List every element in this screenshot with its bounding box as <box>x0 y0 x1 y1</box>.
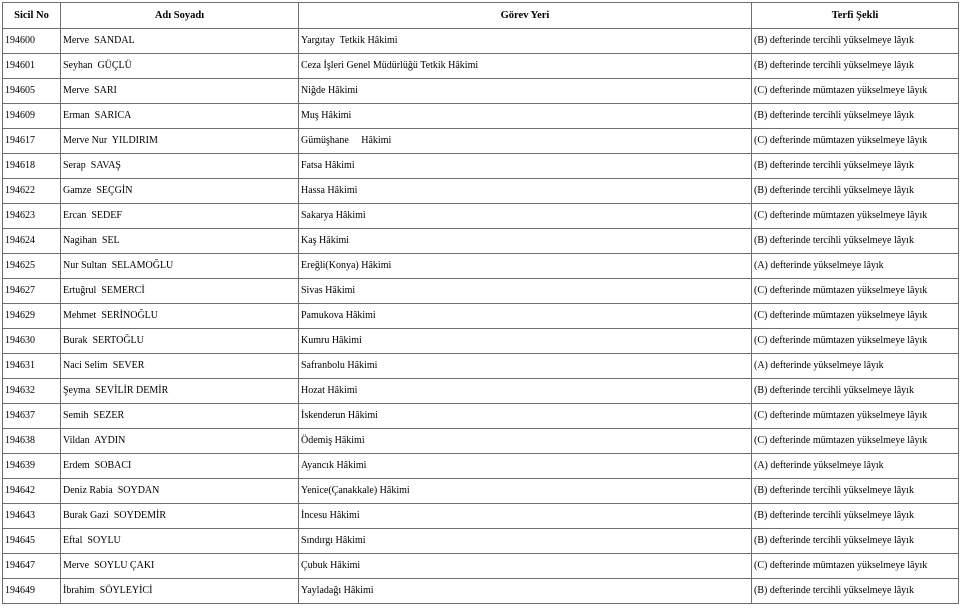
cell-gorev-yeri: Yenice(Çanakkale) Hâkimi <box>299 479 752 504</box>
cell-terfi-sekli: (B) defterinde tercihli yükselmeye lâyık <box>752 529 959 554</box>
cell-adi-soyadi: Naci Selim SEVER <box>61 354 299 379</box>
cell-gorev-yeri: Yayladağı Hâkimi <box>299 579 752 604</box>
cell-adi-soyadi: Burak Gazi SOYDEMİR <box>61 504 299 529</box>
table-row <box>3 129 959 154</box>
cell-terfi-sekli: (A) defterinde yükselmeye lâyık <box>752 354 959 379</box>
table-row <box>3 79 959 104</box>
cell-sicil-no: 194642 <box>3 479 61 504</box>
table-row <box>3 304 959 329</box>
cell-gorev-yeri: Ödemiş Hâkimi <box>299 429 752 454</box>
cell-terfi-sekli: (C) defterinde mümtazen yükselmeye lâyık <box>752 554 959 579</box>
table-row <box>3 554 959 579</box>
cell-sicil-no: 194630 <box>3 329 61 354</box>
table-row <box>3 354 959 379</box>
table-row <box>3 479 959 504</box>
cell-gorev-yeri: Fatsa Hâkimi <box>299 154 752 179</box>
table-row <box>3 379 959 404</box>
cell-terfi-sekli: (C) defterinde mümtazen yükselmeye lâyık <box>752 204 959 229</box>
cell-terfi-sekli: (B) defterinde tercihli yükselmeye lâyık <box>752 104 959 129</box>
cell-sicil-no: 194631 <box>3 354 61 379</box>
table-row <box>3 429 959 454</box>
cell-adi-soyadi: Ertuğrul SEMERCİ <box>61 279 299 304</box>
cell-gorev-yeri: Ceza İşleri Genel Müdürlüğü Tetkik Hâkimi <box>299 54 752 79</box>
cell-gorev-yeri: Niğde Hâkimi <box>299 79 752 104</box>
cell-terfi-sekli: (A) defterinde yükselmeye lâyık <box>752 454 959 479</box>
cell-sicil-no: 194625 <box>3 254 61 279</box>
cell-terfi-sekli: (B) defterinde tercihli yükselmeye lâyık <box>752 579 959 604</box>
table-header <box>3 3 959 29</box>
table-row <box>3 329 959 354</box>
table-row <box>3 154 959 179</box>
cell-adi-soyadi: Gamze SEÇGİN <box>61 179 299 204</box>
table-row <box>3 229 959 254</box>
cell-terfi-sekli: (C) defterinde mümtazen yükselmeye lâyık <box>752 279 959 304</box>
cell-adi-soyadi: Erman SARICA <box>61 104 299 129</box>
table-row <box>3 104 959 129</box>
cell-adi-soyadi: Semih SEZER <box>61 404 299 429</box>
cell-adi-soyadi: Seyhan GÜÇLÜ <box>61 54 299 79</box>
cell-gorev-yeri: Ayancık Hâkimi <box>299 454 752 479</box>
cell-gorev-yeri: Pamukova Hâkimi <box>299 304 752 329</box>
cell-gorev-yeri: Safranbolu Hâkimi <box>299 354 752 379</box>
cell-terfi-sekli: (C) defterinde mümtazen yükselmeye lâyık <box>752 329 959 354</box>
table-row <box>3 29 959 54</box>
cell-terfi-sekli: (A) defterinde yükselmeye lâyık <box>752 254 959 279</box>
cell-gorev-yeri: Muş Hâkimi <box>299 104 752 129</box>
cell-adi-soyadi: Erdem SOBACI <box>61 454 299 479</box>
table-row <box>3 254 959 279</box>
cell-terfi-sekli: (B) defterinde tercihli yükselmeye lâyık <box>752 379 959 404</box>
cell-adi-soyadi: Deniz Rabia SOYDAN <box>61 479 299 504</box>
cell-adi-soyadi: Merve SANDAL <box>61 29 299 54</box>
cell-adi-soyadi: Mehmet SERİNOĞLU <box>61 304 299 329</box>
cell-gorev-yeri: Kumru Hâkimi <box>299 329 752 354</box>
cell-adi-soyadi: Merve Nur YILDIRIM <box>61 129 299 154</box>
cell-terfi-sekli: (B) defterinde tercihli yükselmeye lâyık <box>752 154 959 179</box>
cell-gorev-yeri: İskenderun Hâkimi <box>299 404 752 429</box>
cell-terfi-sekli: (C) defterinde mümtazen yükselmeye lâyık <box>752 304 959 329</box>
cell-sicil-no: 194623 <box>3 204 61 229</box>
cell-terfi-sekli: (B) defterinde tercihli yükselmeye lâyık <box>752 29 959 54</box>
cell-terfi-sekli: (B) defterinde tercihli yükselmeye lâyık <box>752 179 959 204</box>
cell-adi-soyadi: Nur Sultan SELAMOĞLU <box>61 254 299 279</box>
cell-sicil-no: 194627 <box>3 279 61 304</box>
cell-sicil-no: 194618 <box>3 154 61 179</box>
cell-adi-soyadi: İbrahim SÖYLEYİCİ <box>61 579 299 604</box>
cell-gorev-yeri: Sındırgı Hâkimi <box>299 529 752 554</box>
cell-sicil-no: 194645 <box>3 529 61 554</box>
cell-terfi-sekli: (B) defterinde tercihli yükselmeye lâyık <box>752 479 959 504</box>
cell-sicil-no: 194629 <box>3 304 61 329</box>
table-row <box>3 179 959 204</box>
cell-gorev-yeri: Yargıtay Tetkik Hâkimi <box>299 29 752 54</box>
cell-sicil-no: 194643 <box>3 504 61 529</box>
cell-gorev-yeri: Hassa Hâkimi <box>299 179 752 204</box>
cell-adi-soyadi: Vildan AYDIN <box>61 429 299 454</box>
cell-gorev-yeri: Ereğli(Konya) Hâkimi <box>299 254 752 279</box>
cell-sicil-no: 194600 <box>3 29 61 54</box>
cell-gorev-yeri: Kaş Hâkimi <box>299 229 752 254</box>
cell-gorev-yeri: Çubuk Hâkimi <box>299 554 752 579</box>
cell-adi-soyadi: Merve SOYLU ÇAKI <box>61 554 299 579</box>
cell-sicil-no: 194622 <box>3 179 61 204</box>
cell-sicil-no: 194649 <box>3 579 61 604</box>
document-page <box>2 2 959 604</box>
table-row <box>3 504 959 529</box>
header-gorev-yeri: Görev Yeri <box>299 3 752 29</box>
header-sicil-no: Sicil No <box>3 3 61 29</box>
header-terfi-sekli: Terfi Şekli <box>752 3 959 29</box>
cell-sicil-no: 194601 <box>3 54 61 79</box>
promotion-table <box>2 2 959 604</box>
cell-gorev-yeri: Hozat Hâkimi <box>299 379 752 404</box>
table-body <box>3 29 959 604</box>
cell-sicil-no: 194638 <box>3 429 61 454</box>
cell-sicil-no: 194637 <box>3 404 61 429</box>
cell-adi-soyadi: Nagihan SEL <box>61 229 299 254</box>
cell-adi-soyadi: Ercan SEDEF <box>61 204 299 229</box>
cell-sicil-no: 194609 <box>3 104 61 129</box>
cell-terfi-sekli: (C) defterinde mümtazen yükselmeye lâyık <box>752 404 959 429</box>
cell-gorev-yeri: Sakarya Hâkimi <box>299 204 752 229</box>
cell-sicil-no: 194639 <box>3 454 61 479</box>
cell-terfi-sekli: (C) defterinde mümtazen yükselmeye lâyık <box>752 129 959 154</box>
cell-adi-soyadi: Serap SAVAŞ <box>61 154 299 179</box>
table-row <box>3 404 959 429</box>
cell-terfi-sekli: (C) defterinde mümtazen yükselmeye lâyık <box>752 429 959 454</box>
cell-terfi-sekli: (C) defterinde mümtazen yükselmeye lâyık <box>752 79 959 104</box>
cell-sicil-no: 194605 <box>3 79 61 104</box>
cell-sicil-no: 194632 <box>3 379 61 404</box>
cell-gorev-yeri: Gümüşhane Hâkimi <box>299 129 752 154</box>
table-row <box>3 579 959 604</box>
cell-gorev-yeri: İncesu Hâkimi <box>299 504 752 529</box>
cell-terfi-sekli: (B) defterinde tercihli yükselmeye lâyık <box>752 504 959 529</box>
table-row <box>3 454 959 479</box>
cell-terfi-sekli: (B) defterinde tercihli yükselmeye lâyık <box>752 229 959 254</box>
cell-gorev-yeri: Sivas Hâkimi <box>299 279 752 304</box>
cell-adi-soyadi: Şeyma SEVİLİR DEMİR <box>61 379 299 404</box>
table-row <box>3 529 959 554</box>
table-row <box>3 204 959 229</box>
cell-terfi-sekli: (B) defterinde tercihli yükselmeye lâyık <box>752 54 959 79</box>
cell-sicil-no: 194617 <box>3 129 61 154</box>
cell-adi-soyadi: Eftal SOYLU <box>61 529 299 554</box>
header-adi-soyadi: Adı Soyadı <box>61 3 299 29</box>
cell-adi-soyadi: Burak SERTOĞLU <box>61 329 299 354</box>
header-row <box>3 3 959 29</box>
table-row <box>3 54 959 79</box>
cell-sicil-no: 194647 <box>3 554 61 579</box>
cell-sicil-no: 194624 <box>3 229 61 254</box>
cell-adi-soyadi: Merve SARI <box>61 79 299 104</box>
table-row <box>3 279 959 304</box>
